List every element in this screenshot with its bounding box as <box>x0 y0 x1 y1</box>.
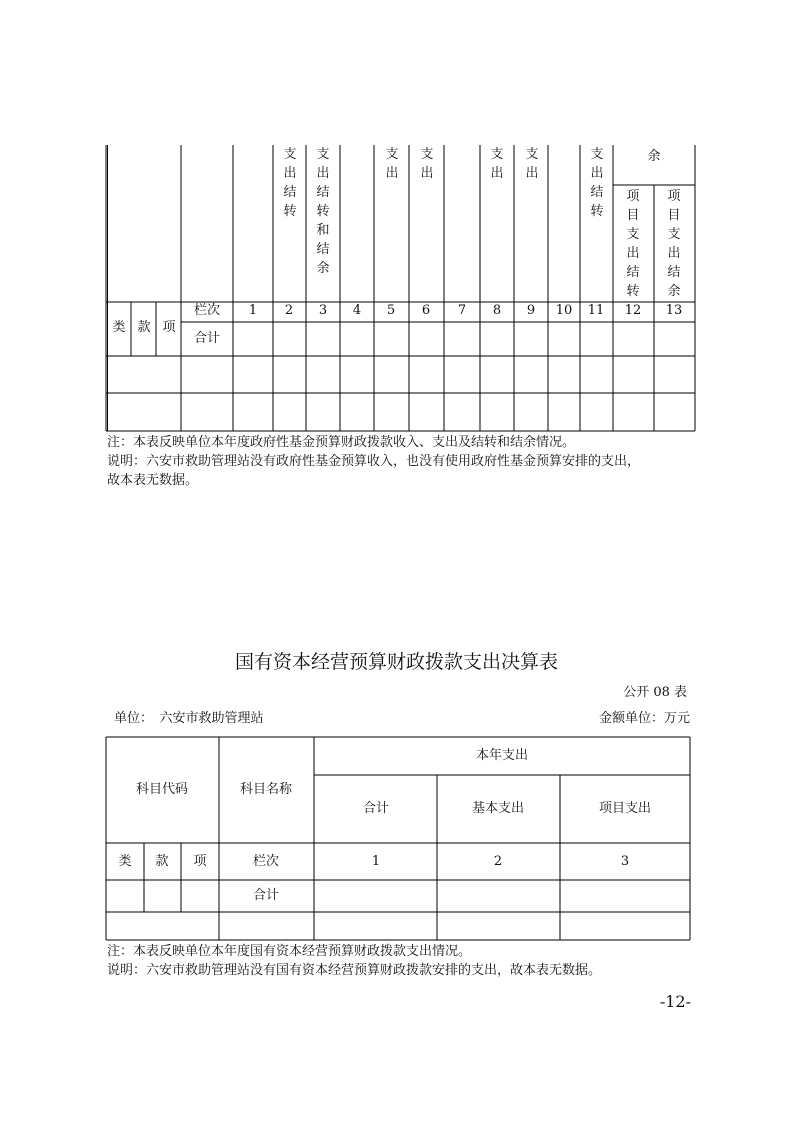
lanci-label: 栏次 <box>193 303 221 318</box>
colnum-13: 13 <box>665 303 683 318</box>
col6-header: 支出 <box>420 147 434 181</box>
t2-kuan-label: 款 <box>155 854 169 869</box>
col8-header: 支出 <box>490 147 504 181</box>
t2-colnum-1: 1 <box>371 854 381 869</box>
t2-heji-row-label: 合计 <box>252 888 280 903</box>
table2-explanation: 说明：六安市救助管理站没有国有资本经营预算财政拨款安排的支出，故本表无数据。 <box>107 963 602 978</box>
kemu-name-header: 科目名称 <box>239 782 293 797</box>
amount-unit-label: 金额单位：万元 <box>598 711 690 726</box>
colnum-8: 8 <box>492 303 502 318</box>
jiben-header: 基本支出 <box>471 801 525 816</box>
col12-13-group-header: 余 <box>647 149 661 164</box>
t2-colnum-3: 3 <box>620 854 630 869</box>
page-number: -12- <box>659 992 691 1011</box>
t2-xiang-label: 项 <box>193 854 207 869</box>
col11-header: 支出结转 <box>590 147 604 219</box>
colnum-11: 11 <box>587 303 605 318</box>
kemu-code-header: 科目代码 <box>135 782 189 797</box>
xiangmu-header: 项目支出 <box>598 801 652 816</box>
xiang-label: 项 <box>162 320 176 335</box>
table1-note: 注：本表反映单位本年度政府性基金预算财政拨款收入、支出及结转和结余情况。 <box>107 435 576 450</box>
col5-header: 支出 <box>385 147 399 181</box>
col9-header: 支出 <box>525 147 539 181</box>
t2-lei-label: 类 <box>118 854 132 869</box>
col2-header: 支出结转 <box>283 147 297 219</box>
heji-col-header: 合计 <box>362 801 390 816</box>
colnum-7: 7 <box>457 303 467 318</box>
table2-note: 注：本表反映单位本年度国有资本经营预算财政拨款支出情况。 <box>107 944 472 959</box>
bennian-header: 本年支出 <box>475 748 529 763</box>
unit-label: 单位： 六安市救助管理站 <box>114 711 264 726</box>
colnum-5: 5 <box>386 303 396 318</box>
table1-explanation-cont: 故本表无数据。 <box>107 473 199 488</box>
table1-explanation: 说明：六安市救助管理站没有政府性基金预算收入，也没有使用政府性基金预算安排的支出， <box>107 454 641 469</box>
t2-colnum-2: 2 <box>493 854 503 869</box>
col3-header: 支出结转和结余 <box>316 147 330 276</box>
t2-lanci-label: 栏次 <box>252 854 280 869</box>
colnum-10: 10 <box>555 303 573 318</box>
form-number: 公开 08 表 <box>623 685 687 700</box>
col12-header: 项目支出结转 <box>626 189 640 299</box>
col13-header: 项目支出结余 <box>667 189 681 299</box>
colnum-1: 1 <box>248 303 258 318</box>
colnum-4: 4 <box>352 303 362 318</box>
colnum-6: 6 <box>421 303 431 318</box>
heji-label: 合计 <box>193 331 221 346</box>
colnum-3: 3 <box>318 303 328 318</box>
colnum-2: 2 <box>284 303 294 318</box>
kuan-label: 款 <box>137 320 151 335</box>
lei-label: 类 <box>112 320 126 335</box>
table2-title: 国有资本经营预算财政拨款支出决算表 <box>234 651 558 673</box>
colnum-12: 12 <box>624 303 642 318</box>
colnum-9: 9 <box>526 303 536 318</box>
